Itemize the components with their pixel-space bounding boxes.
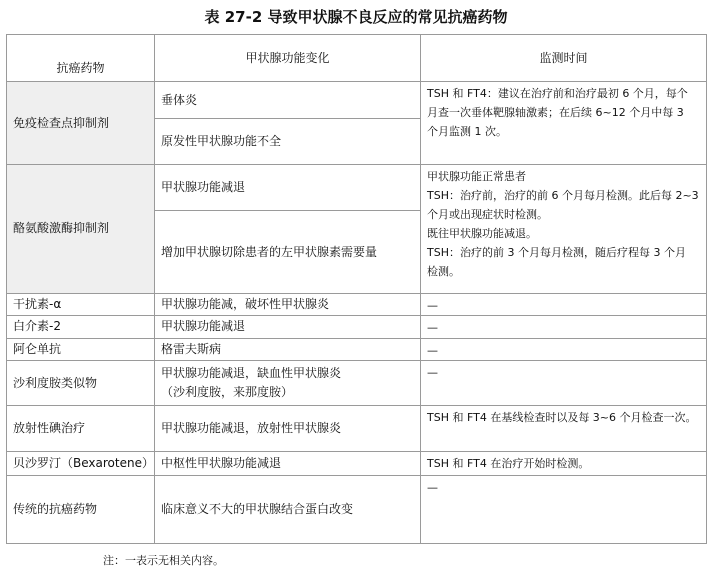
- table-row: [7, 293, 707, 316]
- monitor-cell: —: [421, 361, 707, 406]
- monitor-line: TSH：治疗前，治疗的前 6 个月每月检测。此后每 2~3: [427, 189, 699, 203]
- monitor-line: TSH 和 FT4：建议在治疗前和治疗最初 6 个月，每个: [427, 87, 688, 101]
- monitor-line: 既往甲状腺功能减退。: [427, 227, 537, 241]
- monitor-line: 检测。: [427, 265, 460, 279]
- monitor-cell: TSH 和 FT4 在治疗开始时检测。: [421, 451, 707, 476]
- change-cell: 临床意义不大的甲状腺结合蛋白改变: [155, 476, 421, 544]
- header-drug: 抗癌药物: [7, 35, 155, 82]
- drug-thyroid-table: [6, 34, 707, 544]
- header-row: [7, 35, 707, 82]
- table-row: [7, 451, 707, 476]
- monitor-cell: TSH 和 FT4 在基线检查时以及每 3~6 个月检查一次。: [421, 406, 707, 451]
- table-row: [7, 82, 707, 119]
- change-line: 甲状腺功能减退，缺血性甲状腺炎: [161, 366, 342, 381]
- monitor-cell: —: [421, 476, 707, 544]
- table-row: [7, 406, 707, 451]
- monitor-line: 月查一次垂体靶腺轴激素；在后续 6~12 个月中每 3: [427, 106, 684, 120]
- table-row: [7, 476, 707, 544]
- table-row: [7, 338, 707, 361]
- monitor-cell: —: [421, 338, 707, 361]
- change-cell: [155, 361, 421, 406]
- drug-cell: 阿仑单抗: [7, 338, 155, 361]
- monitor-line: TSH：治疗的前 3 个月每月检测，随后疗程每 3 个月: [427, 246, 686, 260]
- drug-cell: 传统的抗癌药物: [7, 476, 155, 544]
- monitor-line: 个月监测 1 次。: [427, 125, 507, 139]
- change-cell: 增加甲状腺切除患者的左甲状腺素需要量: [155, 211, 421, 293]
- monitor-cell: —: [421, 316, 707, 339]
- drug-cell: 白介素-2: [7, 316, 155, 339]
- table-row: [7, 361, 707, 406]
- table-row: [7, 316, 707, 339]
- change-cell: 甲状腺功能减退: [155, 316, 421, 339]
- change-cell: 甲状腺功能减，破坏性甲状腺炎: [155, 293, 421, 316]
- change-cell: 垂体炎: [155, 82, 421, 119]
- drug-cell: 免疫检查点抑制剂: [7, 82, 155, 165]
- table-row: [7, 165, 707, 211]
- drug-cell: 放射性碘治疗: [7, 406, 155, 451]
- monitor-line: 个月或出现症状时检测。: [427, 208, 548, 222]
- change-line: （沙利度胺，来那度胺）: [161, 385, 294, 400]
- header-monitor: 监测时间: [421, 35, 707, 82]
- drug-cell: 沙利度胺类似物: [7, 361, 155, 406]
- table-title: 表 27-2 导致甲状腺不良反应的常见抗癌药物: [204, 8, 508, 26]
- drug-cell: 酪氨酸激酶抑制剂: [7, 165, 155, 293]
- drug-cell: 干扰素-α: [7, 293, 155, 316]
- table-note: 注：一表示无相关内容。: [103, 554, 224, 567]
- drug-cell: 贝沙罗汀（Bexarotene）: [7, 451, 155, 476]
- monitor-cell: —: [421, 293, 707, 316]
- change-cell: 中枢性甲状腺功能减退: [155, 451, 421, 476]
- change-cell: 原发性甲状腺功能不全: [155, 119, 421, 165]
- monitor-cell: [421, 165, 707, 293]
- change-cell: 甲状腺功能减退: [155, 165, 421, 211]
- monitor-line: 甲状腺功能正常患者: [427, 170, 526, 184]
- change-cell: 格雷夫斯病: [155, 338, 421, 361]
- header-change: 甲状腺功能变化: [155, 35, 421, 82]
- change-cell: 甲状腺功能减退，放射性甲状腺炎: [155, 406, 421, 451]
- monitor-cell: [421, 82, 707, 165]
